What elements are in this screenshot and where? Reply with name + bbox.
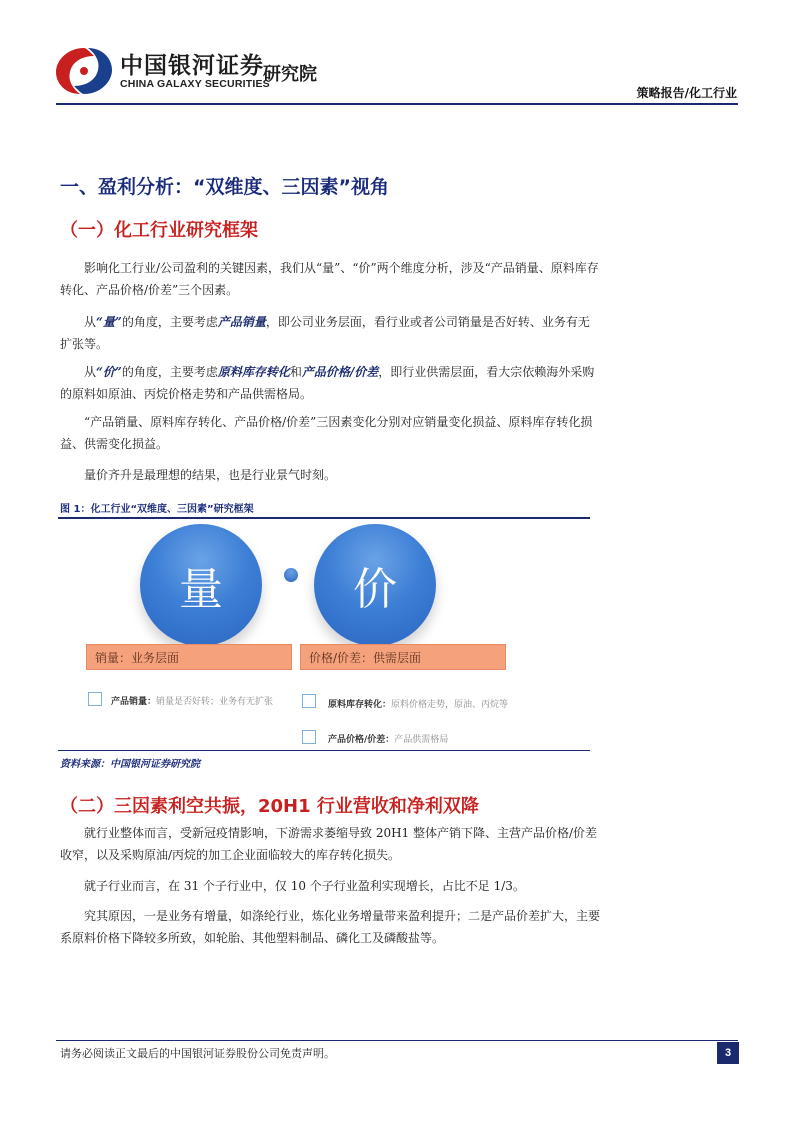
page-number: 3 bbox=[717, 1042, 739, 1064]
paragraph: “产品销量、原料库存转化、产品价格/价差”三因素变化分别对应销量变化损益、原料库存转化损益、供需变化损益。 bbox=[60, 415, 593, 451]
text-span: 和 bbox=[289, 365, 302, 379]
figure-item-label: 产品销量： bbox=[111, 697, 157, 707]
paragraph: 就子行业而言，在 31 个子行业中，仅 10 个子行业盈利实现增长，占比不足 1/3。 bbox=[84, 879, 525, 893]
text-span: ，即公司业务层面，看行业或者公司销量是否好转、业务有无扩张等。 bbox=[60, 315, 590, 351]
checkbox-icon bbox=[88, 692, 102, 706]
connector-dot bbox=[284, 568, 298, 582]
paragraph: 量价齐升是最理想的结果，也是行业景气时刻。 bbox=[84, 468, 337, 482]
paragraph bbox=[60, 311, 600, 355]
figure-item bbox=[328, 732, 448, 745]
bar-volume-level: 销量：业务层面 bbox=[86, 644, 292, 670]
report-type: 策略报告/化工行业 bbox=[636, 86, 737, 100]
footer-disclaimer: 请务必阅读正文最后的中国银河证券股份公司免责声明。 bbox=[60, 1047, 335, 1060]
logo-institute: 研究院 bbox=[263, 64, 317, 85]
figure-item bbox=[328, 697, 508, 710]
paragraph: 影响化工行业/公司盈利的关键因素，我们从“量”、“价”两个维度分析，涉及“产品销量、原料库存转化、产品价格/价差”三个因素。 bbox=[60, 261, 599, 297]
paragraph: 就行业整体而言，受新冠疫情影响，下游需求萎缩导致 20H1 整体产销下降、主营产品价格/价差收窄，以及采购原油/丙烷的加工企业面临较大的库存转化损失。 bbox=[60, 826, 598, 862]
text-span: 从 bbox=[84, 365, 97, 379]
emphasis-text: 产品销量 bbox=[217, 315, 266, 329]
logo-chinese-name: 中国银河证券 bbox=[120, 53, 264, 79]
checkbox-icon bbox=[302, 694, 316, 708]
emphasis-text: “量” bbox=[96, 315, 122, 329]
circle-volume: 量 bbox=[140, 524, 262, 646]
figure-item bbox=[111, 694, 273, 707]
bar-price-level: 价格/价差：供需层面 bbox=[300, 644, 506, 670]
header-divider bbox=[56, 103, 738, 105]
text-span: 从 bbox=[84, 315, 97, 329]
figure-item-desc: 产品供需格局 bbox=[394, 735, 449, 745]
figure-item-label: 原料库存转化： bbox=[328, 700, 392, 710]
text-span: 的角度，主要考虑 bbox=[121, 315, 218, 329]
paragraph: 究其原因，一是业务有增量，如涤纶行业，炼化业务增量带来盈利提升；二是产品价差扩大，主要系原料价格下降较多所致，如轮胎、其他塑料制品、磷化工及磷酸盐等。 bbox=[60, 909, 601, 945]
emphasis-text: “价” bbox=[96, 365, 122, 379]
subsection-title: （二）三因素利空共振，20H1 行业营收和净利双降 bbox=[60, 796, 479, 817]
figure-item-label: 产品价格/价差： bbox=[328, 735, 395, 745]
figure-bottom-rule bbox=[58, 750, 590, 751]
emphasis-text: 原料库存转化 bbox=[217, 365, 290, 379]
text-span: 的角度，主要考虑 bbox=[121, 365, 218, 379]
figure-item-desc: 原料价格走势，原油、丙烷等 bbox=[391, 700, 509, 710]
emphasis-text: 产品价格/价差 bbox=[301, 365, 379, 379]
checkbox-icon bbox=[302, 730, 316, 744]
subsection-title: （一）化工行业研究框架 bbox=[60, 220, 258, 241]
figure-title: 图 1：化工行业“双维度、三因素”研究框架 bbox=[60, 504, 254, 515]
figure-source: 资料来源：中国银河证券研究院 bbox=[60, 759, 200, 770]
logo-english-name: CHINA GALAXY SECURITIES bbox=[120, 78, 270, 90]
figure-top-rule bbox=[58, 517, 590, 519]
circle-price: 价 bbox=[314, 524, 436, 646]
galaxy-logo-icon bbox=[52, 44, 116, 98]
paragraph bbox=[60, 361, 600, 405]
section-title: 一、盈利分析：“双维度、三因素”视角 bbox=[60, 176, 389, 198]
figure-item-desc: 销量是否好转；业务有无扩张 bbox=[156, 697, 274, 707]
text-span: ，即行业供需层面，看大宗依赖海外采购的原料如原油、丙烷价格走势和产品供需格局。 bbox=[60, 365, 595, 401]
footer-divider bbox=[56, 1040, 738, 1041]
